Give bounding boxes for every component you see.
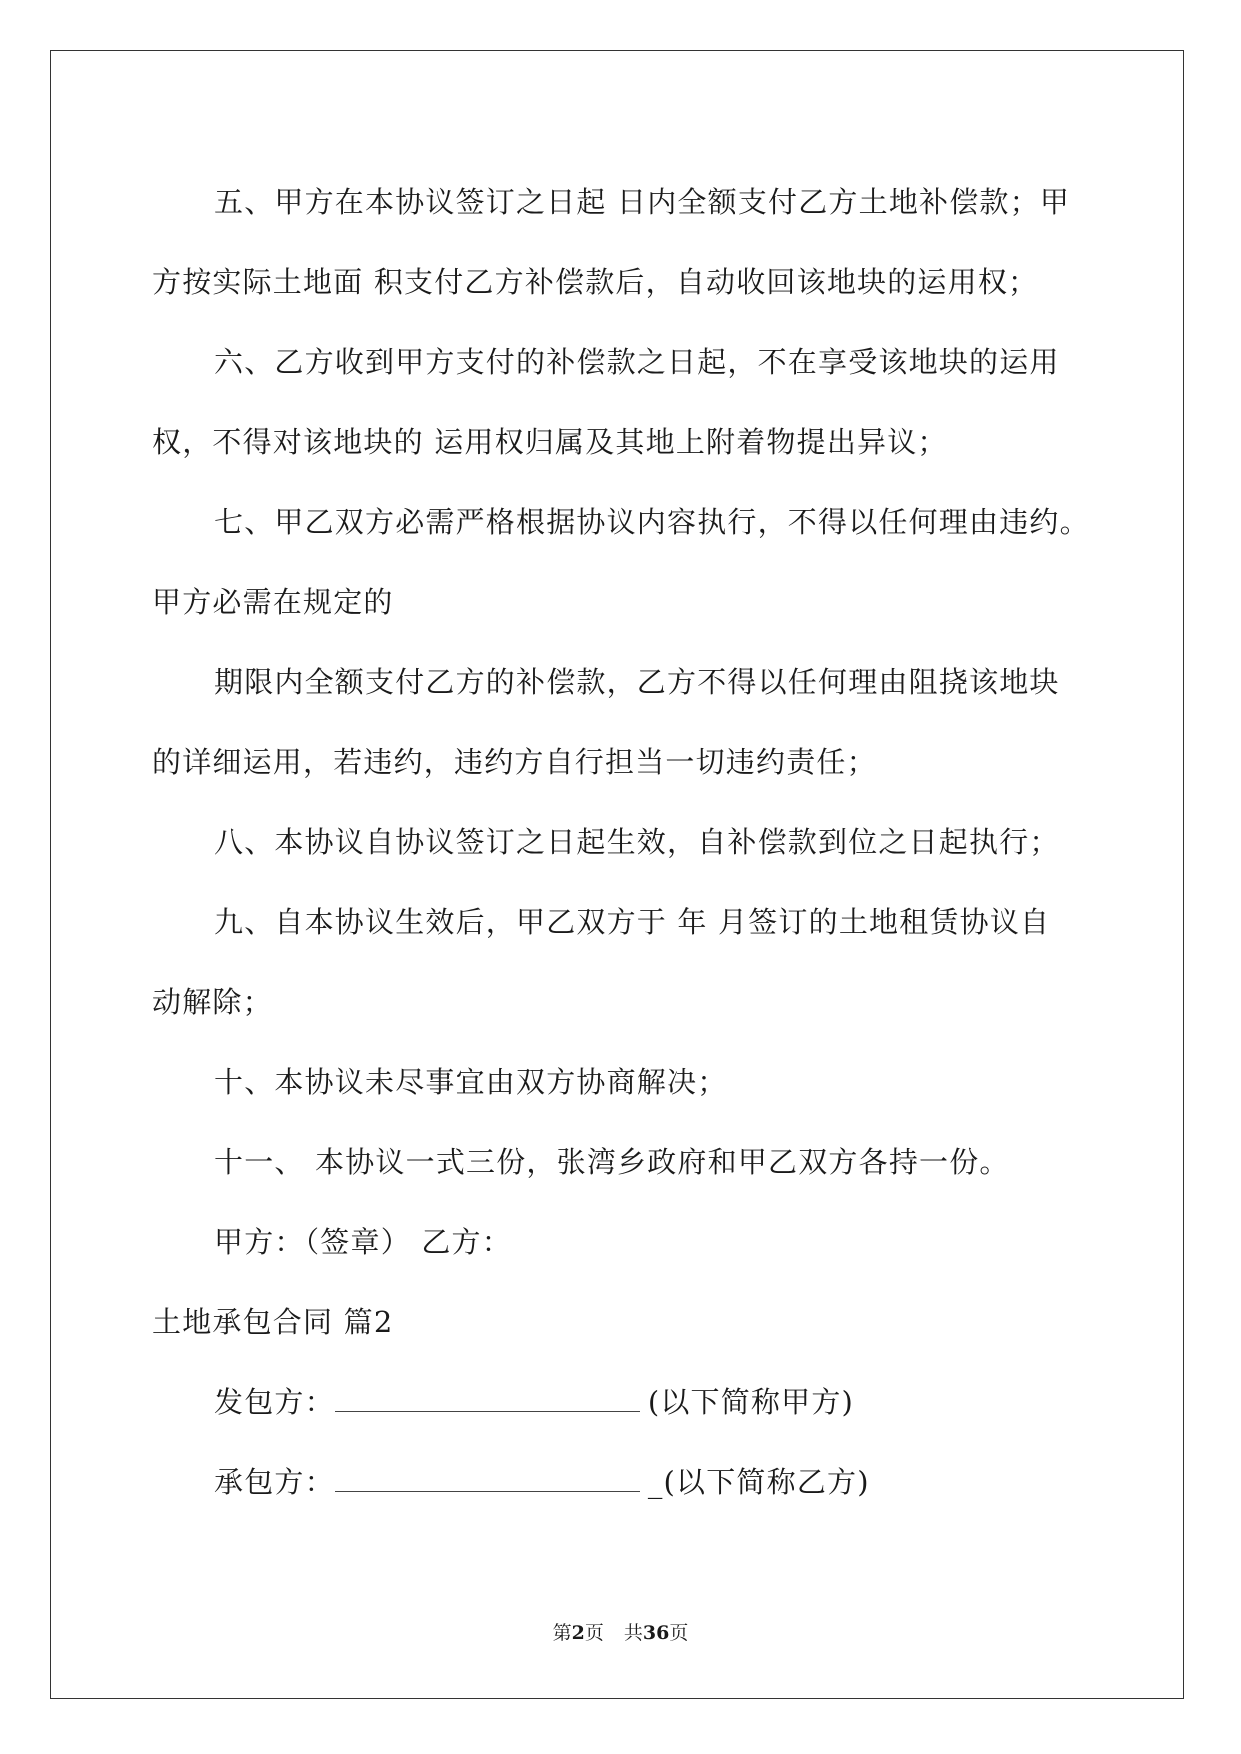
signature-line: 甲方：（签章） 乙方：: [214, 1225, 512, 1259]
paragraph-line: 六、乙方收到甲方支付的补偿款之日起，不在享受该地块的运用: [214, 345, 1060, 379]
contractor-field: [152, 1362, 1092, 1442]
document-body: [152, 162, 1092, 1522]
field-suffix: (以下简称甲方): [647, 1385, 855, 1419]
field-label: 发包方：: [214, 1385, 335, 1419]
total-pages: 36: [642, 1622, 670, 1644]
field-suffix: _(以下简称乙方): [647, 1465, 870, 1499]
paragraph-line: 五、甲方在本协议签订之日起 日内全额支付乙方土地补偿款；甲: [214, 185, 1071, 219]
total-unit: 页: [669, 1622, 689, 1644]
total-prefix: 共: [623, 1622, 643, 1644]
paragraph-line: 动解除；: [152, 985, 273, 1019]
paragraph-line: 方按实际土地面 积支付乙方补偿款后，自动收回该地块的运用权；: [152, 265, 1039, 299]
paragraph-line: 十、本协议未尽事宜由双方协商解决；: [214, 1065, 728, 1099]
page-number: 2: [571, 1622, 585, 1644]
paragraph-line: 九、自本协议生效后，甲乙双方于 年 月签订的土地租赁协议自: [214, 905, 1051, 939]
page-footer: [0, 1618, 1241, 1645]
paragraph-line: 期限内全额支付乙方的补偿款，乙方不得以任何理由阻挠该地块: [214, 665, 1060, 699]
paragraph-line: 权，不得对该地块的 运用权归属及其地上附着物提出异议；: [152, 425, 948, 459]
fill-in-blank: [335, 1389, 640, 1412]
page-unit: 页: [584, 1622, 604, 1644]
page-number-prefix: 第: [552, 1622, 572, 1644]
paragraph-line: 的详细运用，若违约，违约方自行担当一切违约责任；: [152, 745, 877, 779]
section-heading: 土地承包合同 篇2: [152, 1305, 394, 1339]
fill-in-blank: [335, 1469, 640, 1492]
paragraph-line: 七、甲乙双方必需严格根据协议内容执行，不得以任何理由违约。: [214, 505, 1090, 539]
paragraph-line: 八、本协议自协议签订之日起生效，自补偿款到位之日起执行；: [214, 825, 1060, 859]
contractee-field: [152, 1442, 1092, 1522]
paragraph-line: 甲方必需在规定的: [152, 585, 394, 619]
paragraph-line: 十一、 本协议一式三份，张湾乡政府和甲乙双方各持一份。: [214, 1145, 1010, 1179]
field-label: 承包方：: [214, 1465, 335, 1499]
